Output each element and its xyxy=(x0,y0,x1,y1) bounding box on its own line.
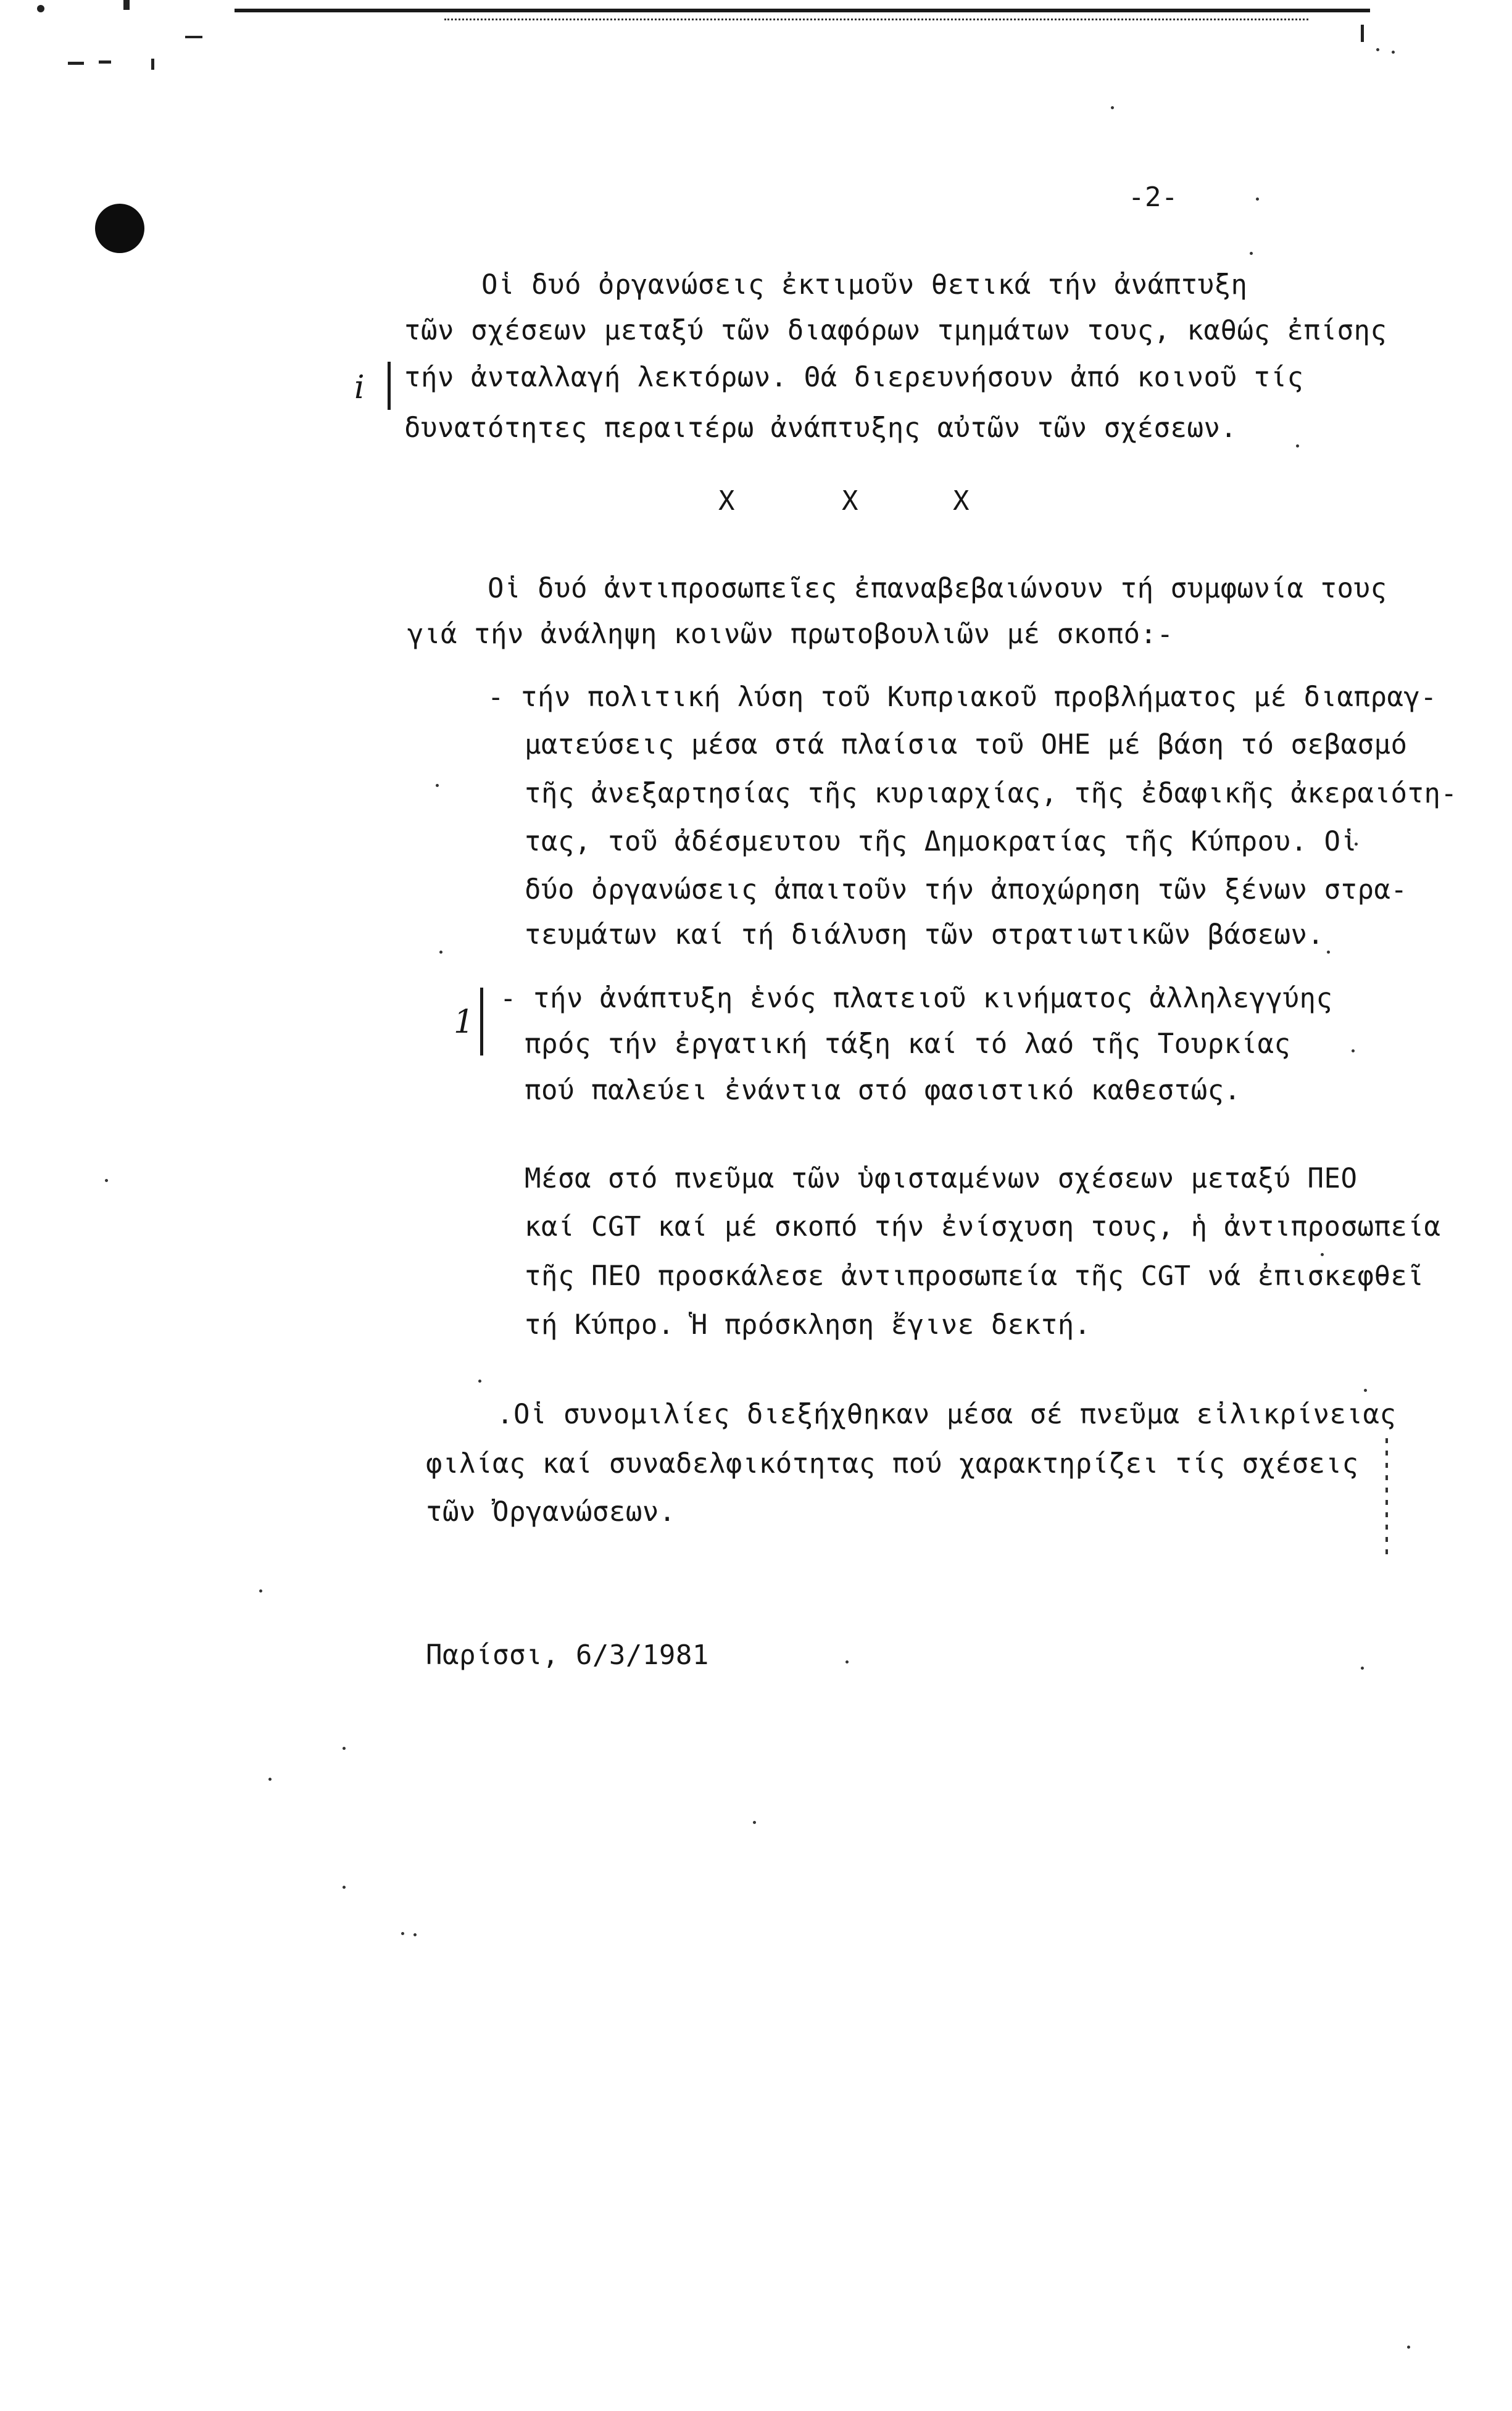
para3-line: τή Κύπρο. Ἡ πρόσκληση ἔγινε δεκτή. xyxy=(525,1309,1091,1341)
bullet1-line: τας, τοῦ ἀδέσμευτου τῆς Δημοκρατίας τῆς Κύπρου. Οἱ xyxy=(525,826,1358,857)
para3-line: Μέσα στό πνεῦμα τῶν ὑφισταμένων σχέσεων μεταξύ ΠΕΟ xyxy=(525,1163,1358,1194)
para4-line: τῶν Ὀργανώσεων. xyxy=(426,1496,676,1528)
margin-note-handwritten: 1 xyxy=(454,1004,475,1041)
scan-speck-icon xyxy=(1111,106,1114,109)
bullet1-line: τευμάτων καί τή διάλυση τῶν στρατιωτικῶν βάσεων. xyxy=(525,919,1324,951)
punch-hole-icon xyxy=(95,204,144,253)
scan-speck-icon xyxy=(1327,951,1330,954)
para1-line: τῶν σχέσεων μεταξύ τῶν διαφόρων τμημάτων τους, καθώς ἐπίσης xyxy=(404,315,1387,346)
page-number: -2- xyxy=(1128,181,1178,213)
bullet2-line: - τήν ἀνάπτυξη ἑνός πλατειοῦ κινήματος ἀλληλεγγύης xyxy=(500,983,1333,1014)
para2-line: γιά τήν ἀνάληψη κοινῶν πρωτοβουλιῶν μέ σκοπό:- xyxy=(407,618,1174,650)
scan-speck-icon xyxy=(185,36,202,38)
scan-speck-icon xyxy=(1250,252,1253,255)
scan-speck-icon xyxy=(343,1886,346,1889)
scan-speck-icon xyxy=(1256,198,1259,201)
scan-speck-icon xyxy=(37,5,44,12)
para1-line: Οἱ δυό ὀργανώσεις ἐκτιμοῦν θετικά τήν ἀνάπτυξη xyxy=(481,269,1248,301)
margin-note-handwritten: i xyxy=(354,369,365,406)
scan-speck-icon xyxy=(1361,25,1364,42)
para3-line: τῆς ΠΕΟ προσκάλεσε ἀντιπροσωπεία τῆς CGT νά ἐπισκεφθεῖ xyxy=(525,1260,1424,1292)
scan-speck-icon xyxy=(105,1179,108,1182)
margin-bracket xyxy=(388,362,391,410)
bullet1-line: δύο ὀργανώσεις ἀπαιτοῦν τήν ἀποχώρηση τῶν ξένων στρα- xyxy=(525,874,1408,906)
scan-speck-icon xyxy=(1376,48,1379,51)
bullet2-line: πρός τήν ἐργατική τάξη καί τό λαό τῆς Τουρκίας xyxy=(525,1028,1291,1060)
separator-mark: X xyxy=(953,485,970,517)
para3-line: καί CGT καί μέ σκοπό τήν ἐνίσχυση τους, ἡ ἀντιπροσωπεία xyxy=(525,1211,1441,1243)
scan-top-edge-dots xyxy=(444,19,1308,22)
place-date-signoff: Παρίσσι, 6/3/1981 xyxy=(426,1639,709,1671)
scan-speck-icon xyxy=(401,1932,404,1935)
scan-speck-icon xyxy=(413,1933,417,1936)
scan-speck-icon xyxy=(68,62,84,65)
bullet1-line: - τήν πολιτική λύση τοῦ Κυπριακοῦ προβλήματος μέ διαπραγ- xyxy=(488,681,1437,713)
scan-speck-icon xyxy=(439,951,442,954)
para2-line: Οἱ δυό ἀντιπροσωπεῖες ἐπαναβεβαιώνουν τή συμφωνία τους xyxy=(488,573,1387,604)
para4-line: φιλίας καί συναδελφικότητας πού χαρακτηρίζει τίς σχέσεις xyxy=(426,1448,1359,1480)
separator-mark: X xyxy=(842,485,858,517)
scan-speck-icon xyxy=(123,0,130,10)
bullet1-line: τῆς ἀνεξαρτησίας τῆς κυριαρχίας, τῆς ἐδαφικῆς ἀκεραιότη- xyxy=(525,778,1458,809)
scan-speck-icon xyxy=(99,60,111,64)
scan-speck-icon xyxy=(1361,1667,1364,1670)
scan-speck-icon xyxy=(436,784,439,787)
bullet1-line: ματεύσεις μέσα στά πλαίσια τοῦ ΟΗΕ μέ βάση τό σεβασμό xyxy=(525,729,1408,760)
scan-speck-icon xyxy=(343,1747,346,1750)
scan-speck-icon xyxy=(753,1821,756,1824)
scan-speck-icon xyxy=(478,1380,481,1383)
para1-line: δυνατότητες περαιτέρω ἀνάπτυξης αὐτῶν τῶν σχέσεων. xyxy=(404,412,1237,444)
scan-margin-dots xyxy=(1385,1438,1388,1562)
scan-speck-icon xyxy=(1296,444,1299,448)
scan-speck-icon xyxy=(1321,1253,1324,1256)
para4-line: .Οἱ συνομιλίες διεξήχθηκαν μέσα σέ πνεῦμα εἰλικρίνειας xyxy=(497,1399,1397,1430)
scan-speck-icon xyxy=(151,59,154,70)
separator-mark: X xyxy=(718,485,735,517)
margin-bracket xyxy=(480,988,483,1056)
scan-top-edge-line xyxy=(235,9,1370,12)
para1-line: τήν ἀνταλλαγή λεκτόρων. Θά διερευνήσουν ἀπό κοινοῦ τίς xyxy=(404,362,1304,393)
scan-speck-icon xyxy=(1364,1389,1367,1392)
scan-speck-icon xyxy=(845,1660,849,1664)
scan-speck-icon xyxy=(259,1589,262,1593)
scan-speck-icon xyxy=(1352,1049,1355,1052)
scan-speck-icon xyxy=(1407,2346,1410,2349)
scan-speck-icon xyxy=(268,1778,272,1781)
bullet2-line: πού παλεύει ἐνάντια στό φασιστικό καθεστώς. xyxy=(525,1075,1241,1106)
scan-speck-icon xyxy=(1392,51,1395,54)
